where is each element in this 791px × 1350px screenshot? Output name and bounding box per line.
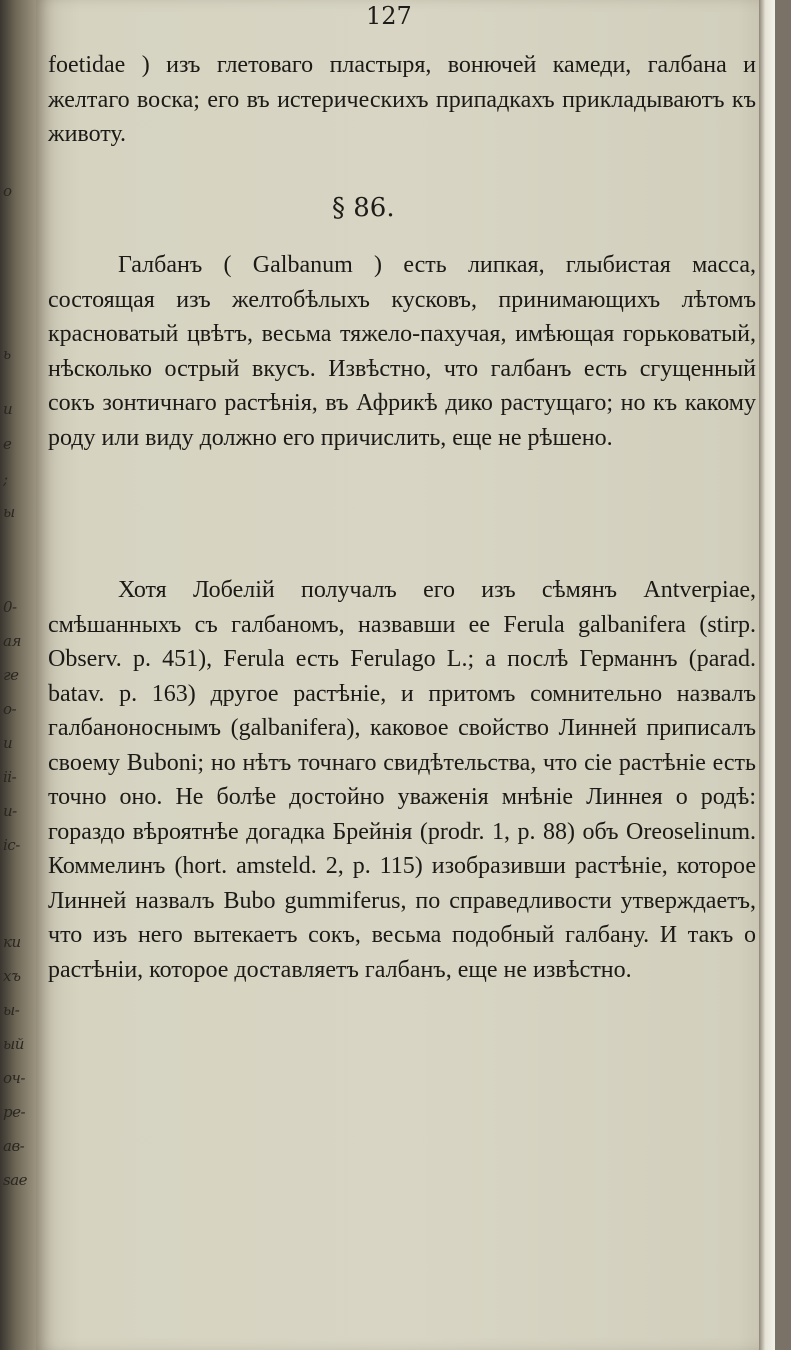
margin-fragment: іі- <box>3 768 17 786</box>
page-edge <box>759 0 775 1350</box>
margin-fragment: ки <box>3 933 21 951</box>
galbanum-source-discussion <box>48 573 756 987</box>
margin-fragment: 0- <box>3 598 17 616</box>
margin-fragment: и- <box>3 802 17 820</box>
section-heading: § 86. <box>332 193 395 223</box>
margin-fragment: ; <box>3 470 8 488</box>
margin-fragment: ав- <box>3 1137 25 1155</box>
paragraph-2: Галбанъ ( Galbanum ) есть липкая, глыбистая масса, состоящая изъ желтобѣлыхъ кусковъ, принимающихъ лѣтомъ красноватый цвѣтъ, весьма тяжело-пахучая, имѣющая горьковатый, нѣсколько острый вкусъ. Извѣстно, что галбанъ есть сгущенный сокъ зонтичнаго растѣнія, въ Африкѣ дико растущаго; но къ какому роду или виду должно его причислить, еще не рѣшено. <box>48 252 756 451</box>
galbanum-description <box>48 248 756 455</box>
margin-fragment: о <box>3 182 12 200</box>
margin-fragment: и <box>3 734 13 752</box>
paragraph-3: Хотя Лобелій получалъ его изъ сѣмянъ Antverpiae, смѣшанныхъ съ галбаномъ, назвавши ее Ferula galbanifera (stirp. Observ. p. 451), Ferula есть Ferulago L.; а послѣ Германнъ (parad. batav. p. 163) другое растѣніе, и притомъ сомнительно назвалъ галбаноноснымъ (galbanifera), каковое свойство Линней приписалъ своему Buboni; но нѣтъ точнаго свидѣтельства, что сіе растѣніе есть точно оно. Не болѣе достойно уваженія мнѣніе Линнея о родѣ: гораздо вѣроятнѣе догадка Брейнія (prodr. 1, p. 88) объ Oreoselinum. Коммелинъ (hort. amsteld. 2, p. 115) изобразивши растѣніе, которое Линней назвалъ Bubo gummiferus, по справедливости утверждаетъ, что изъ него вытекаетъ сокъ, весьма подобный галбану. И такъ о растѣніи, которое доставляетъ галбанъ, еще не извѣстно. <box>48 577 756 983</box>
margin-fragment: іс- <box>3 836 20 854</box>
paragraph-1: foetidae ) изъ глетоваго пластыря, вонючей камеди, галбана и желтаго воска; его въ истерическихъ припадкахъ прикладываютъ къ животу. <box>48 52 756 147</box>
margin-fragment: sae <box>3 1171 28 1189</box>
margin-fragment: е <box>3 435 12 453</box>
paragraph-continuation <box>48 48 756 152</box>
margin-fragment: ая <box>3 632 21 650</box>
margin-fragment: ы <box>3 503 15 521</box>
margin-fragment: ь <box>3 345 11 363</box>
margin-fragment: ый <box>3 1035 24 1053</box>
margin-fragment: ре- <box>3 1103 26 1121</box>
margin-fragment: и <box>3 400 13 418</box>
margin-fragment: хъ <box>3 967 21 985</box>
margin-fragment: оч- <box>3 1069 25 1087</box>
book-page <box>36 0 775 1350</box>
page-number: 127 <box>366 2 412 30</box>
margin-fragment: ы- <box>3 1001 20 1019</box>
previous-page-bleed <box>0 0 36 1350</box>
margin-fragment: ге <box>3 666 19 684</box>
margin-fragment: о- <box>3 700 17 718</box>
